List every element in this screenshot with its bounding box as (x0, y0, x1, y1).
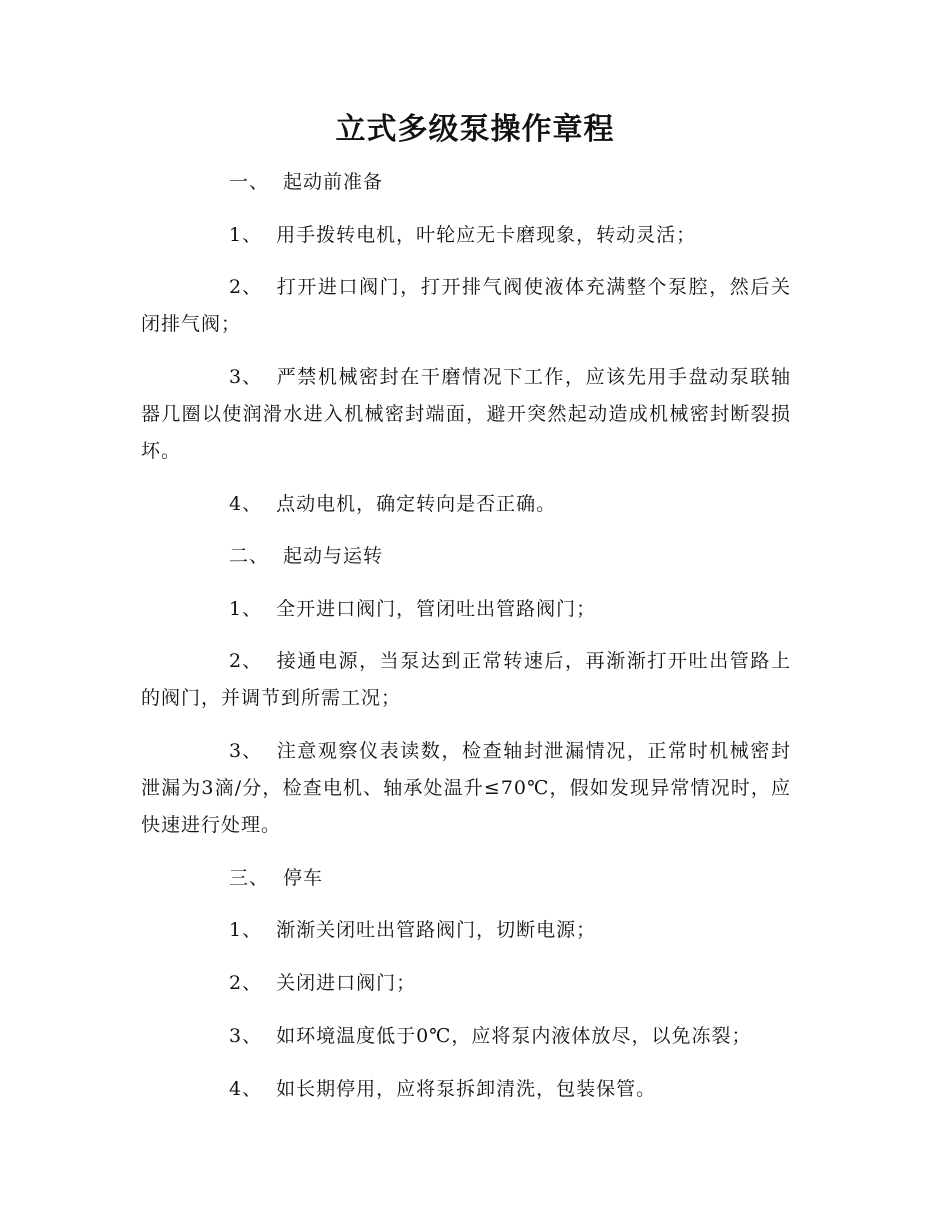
list-item (141, 359, 791, 470)
item-text: 打开进口阀门，打开排气阀使液体充满整个泵腔，然后关闭排气阀； (141, 276, 791, 335)
list-item (141, 591, 791, 628)
section-number: 三、 (229, 867, 270, 889)
item-number: 3、 (229, 366, 263, 388)
section-heading (141, 860, 791, 897)
item-text: 如长期停用，应将泵拆卸清洗，包装保管。 (276, 1078, 657, 1100)
item-number: 1、 (229, 598, 263, 620)
list-item (141, 1018, 791, 1055)
section-heading-text: 起动前准备 (283, 171, 384, 193)
item-text: 点动电机，确定转向是否正确。 (276, 493, 557, 515)
item-number: 4、 (229, 1078, 263, 1100)
item-number: 3、 (229, 1025, 263, 1047)
section-heading (141, 538, 791, 575)
item-text: 全开进口阀门，管闭吐出管路阀门； (276, 598, 597, 620)
section-number: 一、 (229, 171, 270, 193)
section-number: 二、 (229, 545, 270, 567)
list-item (141, 965, 791, 1002)
item-text: 关闭进口阀门； (276, 972, 417, 994)
item-number: 3、 (229, 740, 263, 762)
item-text: 渐渐关闭吐出管路阀门，切断电源； (276, 919, 597, 941)
list-item (141, 733, 791, 844)
item-text: 如环境温度低于0℃，应将泵内液体放尽，以免冻裂； (276, 1025, 752, 1047)
section-heading-text: 停车 (283, 867, 324, 889)
list-item (141, 486, 791, 523)
item-text: 严禁机械密封在干磨情况下工作，应该先用手盘动泵联轴器几圈以使润滑水进入机械密封端面，避开突然起动造成机械密封断裂损坏。 (141, 366, 791, 462)
list-item (141, 1071, 791, 1108)
item-text: 用手拨转电机，叶轮应无卡磨现象，转动灵活； (276, 224, 697, 246)
section-heading-text: 起动与运转 (283, 545, 384, 567)
item-number: 2、 (229, 650, 263, 672)
list-item (141, 912, 791, 949)
list-item (141, 269, 791, 343)
section-heading (141, 164, 791, 201)
page-title: 立式多级泵操作章程 (335, 112, 615, 147)
item-number: 4、 (229, 493, 263, 515)
list-item (141, 643, 791, 717)
item-text: 注意观察仪表读数，检查轴封泄漏情况，正常时机械密封泄漏为3滴/分，检查电机、轴承处温升≤70℃，假如发现异常情况时，应快速进行处理。 (141, 740, 791, 836)
item-number: 1、 (229, 224, 263, 246)
list-item (141, 217, 791, 254)
item-number: 2、 (229, 972, 263, 994)
item-number: 2、 (229, 276, 263, 298)
item-text: 接通电源，当泵达到正常转速后，再渐渐打开吐出管路上的阀门，并调节到所需工况； (141, 650, 791, 709)
item-number: 1、 (229, 919, 263, 941)
